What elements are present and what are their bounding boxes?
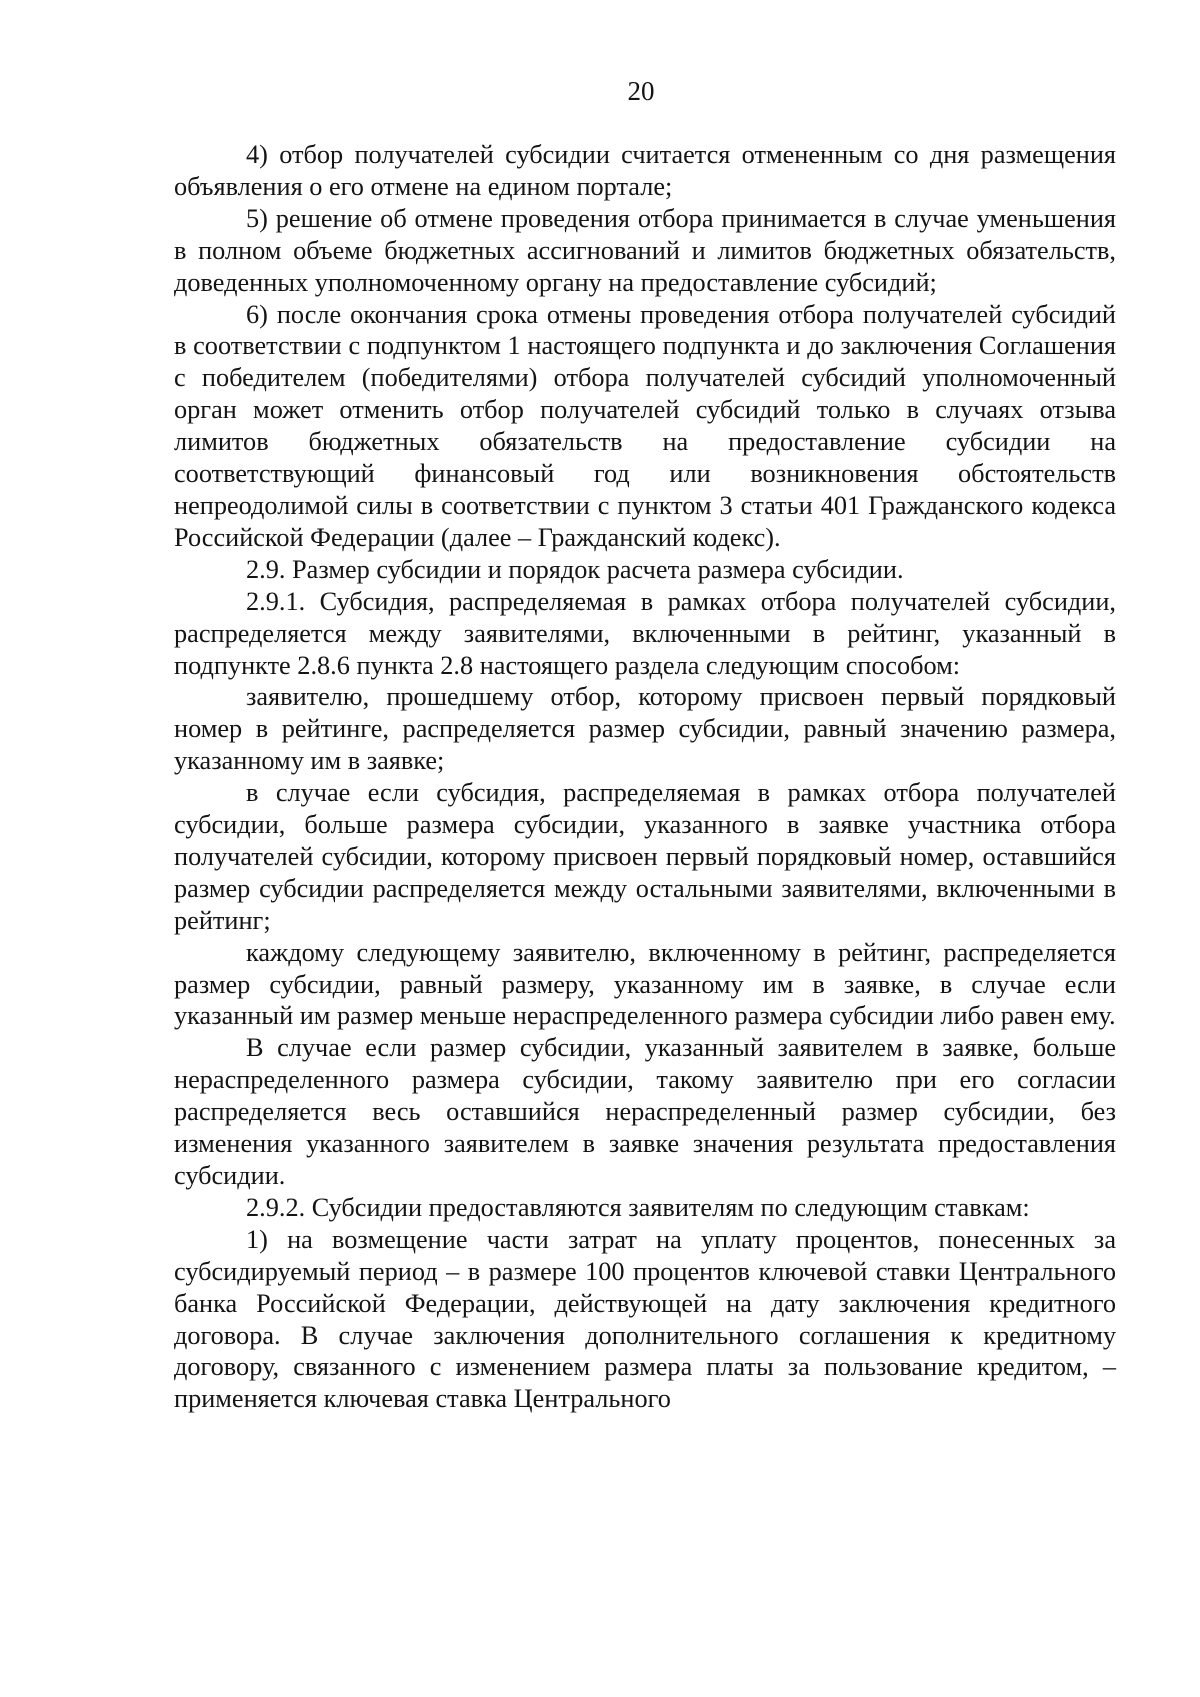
paragraph-item-6: 6) после окончания срока отмены проведения отбора получателей субсидий в соответствии с подпунктом 1 настоящего подпункта и до заключения Соглашения с победителем (победителями) отбора получателей субсидий уполномоченный орган может отменить отбор получателей субсидий только в случаях отзыва лимитов бюджетных обязательств на предоставление субсидии на соответствующий финансовый год или возникновения обстоятельств непреодолимой силы в соответствии с пунктом 3 статьи 401 Гражданского кодекса Российской Федерации (далее – Гражданский кодекс). (174, 299, 1116, 552)
paragraph-rate-item-1: 1) на возмещение части затрат на уплату процентов, понесенных за субсидируемый период – в размере 100 процентов ключевой ставки Центрального банка Российской Федерации, действующей на дату заключения кредитного договора. В случае заключения дополнительного соглашения к кредитному договору, связанного с изменением размера платы за пользование кредитом, – применяется ключевая ставка Центрального (174, 1224, 1116, 1414)
page-number: 20 (627, 76, 655, 106)
paragraph-item-4: 4) отбор получателей субсидии считается отмененным со дня размещения объявления о его отмене на едином портале; (174, 140, 1116, 201)
paragraph-larger-request: В случае если размер субсидии, указанный заявителем в заявке, больше нераспределенного размера субсидии, такому заявителю при его согласии распределяется весь оставшийся нераспределенный размер субсидии, без изменения указанного заявителем в заявке значения результата предоставления субсидии. (174, 1033, 1116, 1190)
document-body (174, 139, 1116, 1415)
section-heading-2-9: 2.9. Размер субсидии и порядок расчета размера субсидии. (246, 554, 904, 584)
paragraph-first-applicant: заявителю, прошедшему отбор, которому присвоен первый порядковый номер в рейтинге, распределяется размер субсидии, равный значению размера, указанному им в заявке; (174, 682, 1116, 776)
paragraph-2-9-1: 2.9.1. Субсидия, распределяемая в рамках отбора получателей субсидии, распределяется между заявителями, включенными в рейтинг, указанный в подпункте 2.8.6 пункта 2.8 настоящего раздела следующим способом: (174, 586, 1116, 680)
paragraph-each-next-applicant: каждому следующему заявителю, включенному в рейтинг, распределяется размер субсидии, равный размеру, указанному им в заявке, в случае если указанный им размер меньше нераспределенного размера субсидии либо равен ему. (174, 937, 1116, 1031)
paragraph-2-9-2: 2.9.2. Субсидии предоставляются заявителям по следующим ставкам: (246, 1192, 1030, 1222)
paragraph-remaining-distribution: в случае если субсидия, распределяемая в рамках отбора получателей субсидии, больше размера субсидии, указанного в заявке участника отбора получателей субсидии, которому присвоен первый порядковый номер, оставшийся размер субсидии распределяется между остальными заявителями, включенными в рейтинг; (174, 778, 1116, 935)
paragraph-item-5: 5) решение об отмене проведения отбора принимается в случае уменьшения в полном объеме бюджетных ассигнований и лимитов бюджетных обязательств, доведенных уполномоченному органу на предоставление субсидий; (174, 203, 1116, 297)
